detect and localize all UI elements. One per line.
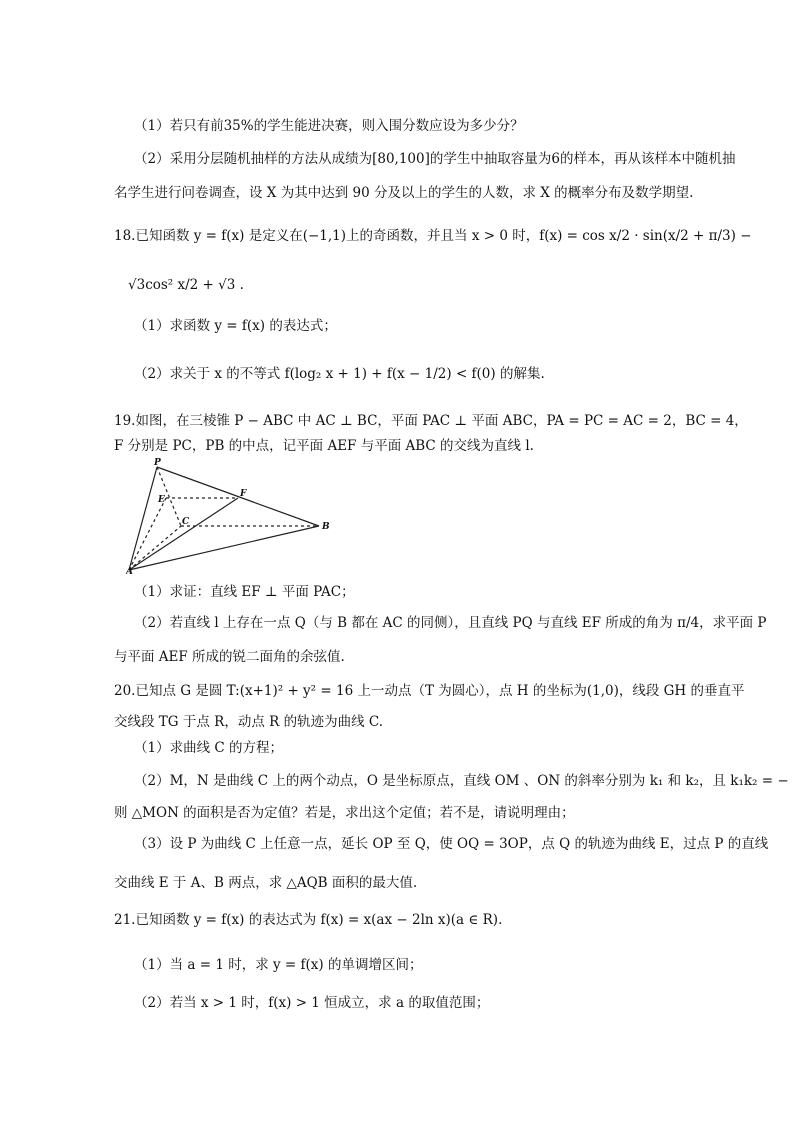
q19-part2-line2: 与平面 AEF 所成的锐二面角的余弦值. [114, 649, 345, 665]
label-B: B [322, 522, 330, 532]
edge-AB [129, 526, 319, 570]
q20-stem-line2: 交线段 TG 于点 R，动点 R 的轨迹为曲线 C. [114, 714, 384, 730]
edge-AE [129, 498, 166, 570]
label-E: E [158, 495, 165, 505]
q19-part1: （1）求证：直线 EF ⊥ 平面 PAC； [134, 584, 355, 600]
q19-stem-line2: F 分别是 PC，PB 的中点，记平面 AEF 与平面 ABC 的交线为直线 l. [114, 438, 534, 454]
q17-part2-line1: （2）采用分层随机抽样的方法从成绩为[80,100]的学生中抽取容量为6的样本，再从该样本中随机抽 [134, 151, 736, 167]
label-C: C [182, 517, 190, 527]
q18-part2: （2）求关于 x 的不等式 f(log₂ x + 1) + f(x − 1/2) < f(0) 的解集. [134, 366, 545, 382]
q20-part3-line2: 交曲线 E 于 A、B 两点，求 △AQB 面积的最大值. [114, 875, 418, 891]
q20-part3-line1: （3）设 P 为曲线 C 上任意一点，延长 OP 至 Q，使 OQ = 3OP，点 Q 的轨迹为曲线 E，过点 P 的直线 [134, 836, 769, 852]
q18-stem-line1: 18.已知函数 y = f(x) 是定义在(−1,1)上的奇函数，并且当 x > 0 时，f(x) = cos x/2 · sin(x/2 + π/3) − [114, 228, 752, 244]
q19-stem-line1: 19.如图，在三棱锥 P − ABC 中 AC ⊥ BC，平面 PAC ⊥ 平面 ABC，PA = PC = AC = 2，BC = 4， [114, 413, 748, 429]
q20-part2-line1: （2）M，N 是曲线 C 上的两个动点，O 是坐标原点，直线 OM 、ON 的斜率分别为 k₁ 和 k₂，且 k₁k₂ = − [134, 773, 789, 789]
q21-part1: （1）当 a = 1 时，求 y = f(x) 的单调增区间； [134, 957, 423, 973]
label-P: P [154, 458, 161, 468]
label-F: F [240, 489, 247, 499]
q20-part2-line2: 则 △MON 的面积是否为定值？若是，求出这个定值；若不是，请说明理由； [114, 805, 575, 821]
q17-part1: （1）若只有前35%的学生能进决赛，则入围分数应设为多少分？ [134, 118, 524, 134]
q20-stem-line1: 20.已知点 G 是圆 T:(x+1)² + y² = 16 上一动点（T 为圆心），点 H 的坐标为(1,0)，线段 GH 的垂直平 [114, 683, 745, 699]
q20-part1: （1）求曲线 C 的方程； [134, 740, 284, 756]
q18-stem-line2: √3cos² x/2 + √3 . [128, 277, 244, 293]
pyramid-figure [126, 458, 336, 576]
q21-stem: 21.已知函数 y = f(x) 的表达式为 f(x) = x(ax − 2ln x)(a ∈ R). [114, 912, 503, 928]
q21-part2: （2）若当 x > 1 时，f(x) > 1 恒成立，求 a 的取值范围； [134, 995, 490, 1011]
label-A: A [126, 567, 133, 576]
q17-part2-line2: 名学生进行问卷调查，设 X 为其中达到 90 分及以上的学生的人数，求 X 的概率分布及数学期望. [114, 185, 694, 201]
q18-part1: （1）求函数 y = f(x) 的表达式； [134, 318, 337, 334]
q19-part2-line1: （2）若直线 l 上存在一点 Q（与 B 都在 AC 的同侧），且直线 PQ 与直线 EF 所成的角为 π/4，求平面 P [134, 615, 767, 631]
